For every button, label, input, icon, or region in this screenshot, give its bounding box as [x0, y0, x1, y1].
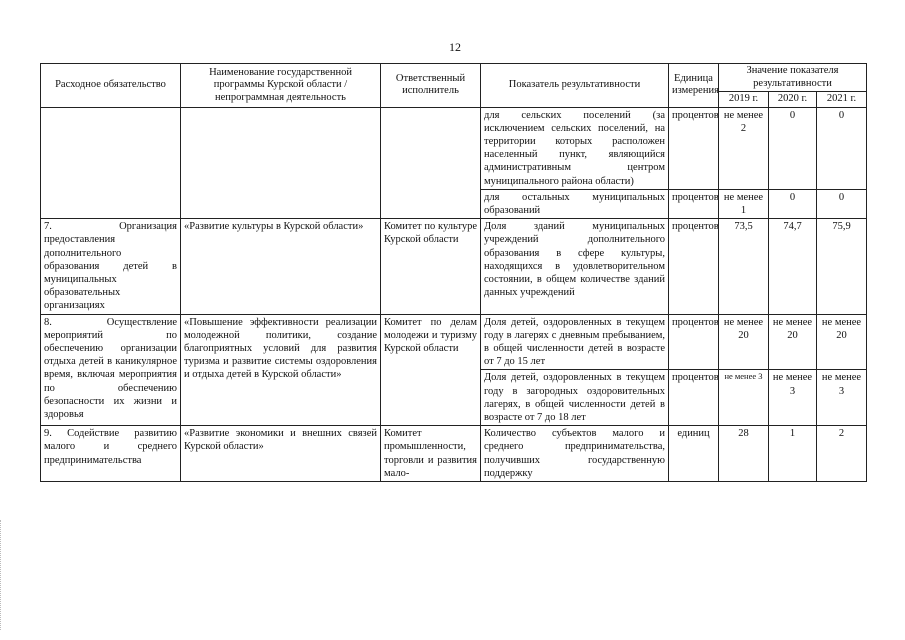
table-row — [41, 107, 867, 189]
value-2021-cell: 0 — [817, 189, 867, 218]
value-2020-cell: 1 — [769, 426, 817, 482]
header-indicator: Показатель результативности — [481, 64, 669, 108]
indicator-cell: Доля зданий муниципальных учреждений дополнительного образования в сфере культуры, находящихся в удовлетворительном состоянии, в общем количестве зданий данных учреждений — [481, 219, 669, 314]
indicator-cell: для остальных муниципальных образований — [481, 189, 669, 218]
page-number: 12 — [449, 40, 461, 54]
table-row — [41, 426, 867, 482]
program-cell: «Повышение эффективности реализации молодежной политики, создание благоприятных условий для развития туризма и развитие системы оздоровления и отдыха детей в Курской области» — [181, 314, 381, 426]
header-year-2021: 2021 г. — [817, 92, 867, 108]
header-year-2019: 2019 г. — [719, 92, 769, 108]
table-row — [41, 314, 867, 370]
unit-cell: процентов — [669, 107, 719, 189]
value-2019-cell: не менее 1 — [719, 189, 769, 218]
obligation-cell-empty — [41, 107, 181, 219]
value-2019-cell: 73,5 — [719, 219, 769, 314]
program-cell: «Развитие экономики и внешних связей Курской области» — [181, 426, 381, 482]
value-2019-cell: не менее 20 — [719, 314, 769, 370]
scan-edge-mark — [0, 520, 3, 630]
unit-cell: процентов — [669, 314, 719, 370]
obligation-cell: 9. Содействие развитию малого и среднего предпринимательства — [41, 426, 181, 482]
value-2019-cell: не менее 2 — [719, 107, 769, 189]
value-2021-cell: 0 — [817, 107, 867, 189]
header-unit: Единица измерения — [669, 64, 719, 108]
header-obligation: Расходное обязательство — [41, 64, 181, 108]
indicator-cell: Количество субъектов малого и среднего предпринимательства, получивших государственную поддержку — [481, 426, 669, 482]
program-cell-empty — [181, 107, 381, 219]
indicator-cell: Доля детей, оздоровленных в текущем году в лагерях с дневным пребыванием, в общей численности детей в возрасте от 7 до 15 лет — [481, 314, 669, 370]
value-2020-cell: 0 — [769, 107, 817, 189]
value-2019-cell: 28 — [719, 426, 769, 482]
program-cell: «Развитие культуры в Курской области» — [181, 219, 381, 314]
header-program: Наименование государственной программы Курской области / непрограммная деятельность — [181, 64, 381, 108]
executor-cell-empty — [381, 107, 481, 219]
indicator-cell: Доля детей, оздоровленных в текущем году в загородных оздоровительных лагерях, в общей численности детей в возрасте от 7 до 18 лет — [481, 370, 669, 426]
executor-cell: Комитет по культуре Курской области — [381, 219, 481, 314]
value-2021-cell: 2 — [817, 426, 867, 482]
value-2020-cell: не менее 3 — [769, 370, 817, 426]
header-values: Значение показателя результативности — [719, 64, 867, 92]
value-2019-cell: не менее 3 — [719, 370, 769, 426]
value-2021-cell: 75,9 — [817, 219, 867, 314]
unit-cell: процентов — [669, 370, 719, 426]
value-2020-cell: 0 — [769, 189, 817, 218]
value-2020-cell: 74,7 — [769, 219, 817, 314]
unit-cell: единиц — [669, 426, 719, 482]
header-year-2020: 2020 г. — [769, 92, 817, 108]
value-2021-cell: не менее 20 — [817, 314, 867, 370]
obligation-cell: 7. Организация предоставления дополнительного образования детей в муниципальных образовательных организациях — [41, 219, 181, 314]
header-executor: Ответственный исполнитель — [381, 64, 481, 108]
value-2020-cell: не менее 20 — [769, 314, 817, 370]
value-2021-cell: не менее 3 — [817, 370, 867, 426]
table-row — [41, 219, 867, 314]
executor-cell: Комитет промышленности, торговли и развития мало- — [381, 426, 481, 482]
unit-cell: процентов — [669, 219, 719, 314]
executor-cell: Комитет по делам молодежи и туризму Курской области — [381, 314, 481, 426]
obligation-cell: 8. Осуществление мероприятий по обеспечению организации отдыха детей в каникулярное время, включая мероприятия по обеспечению безопасности их жизни и здоровья — [41, 314, 181, 426]
unit-cell: процентов — [669, 189, 719, 218]
indicator-cell: для сельских поселений (за исключением сельских поселений, на территории которых расположен населенный пункт, являющийся административным центром муниципального района области) — [481, 107, 669, 189]
indicators-table — [40, 63, 867, 482]
